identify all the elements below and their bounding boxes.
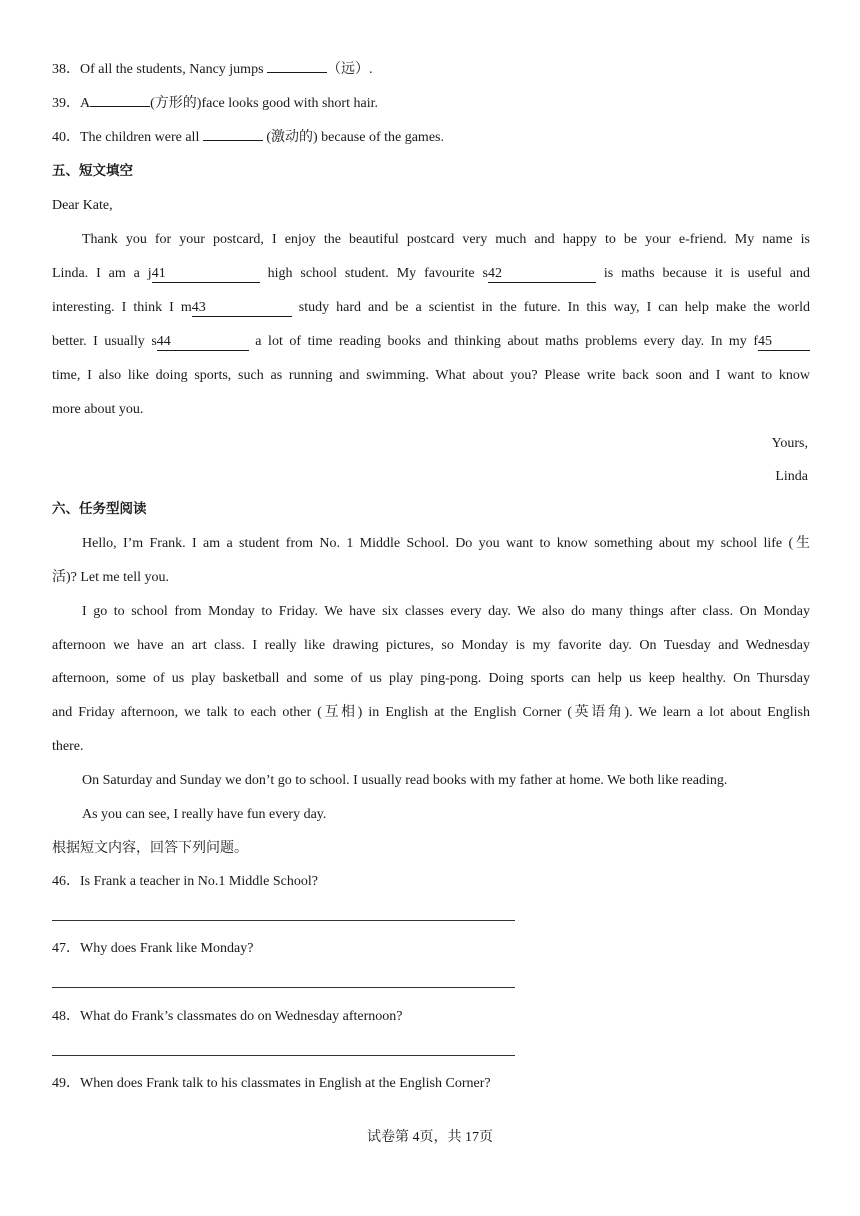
question-number: 48． xyxy=(52,1009,80,1024)
letter-line xyxy=(52,332,810,352)
letter-text: is maths because it is useful and xyxy=(595,266,811,281)
question-hint: (方形的)face looks good with short hair. xyxy=(150,96,378,111)
question-49 xyxy=(52,1074,810,1094)
letter-text: interesting. I think I m xyxy=(52,300,192,315)
blank-41[interactable]: 41 xyxy=(152,266,260,283)
question-number: 40． xyxy=(52,130,80,145)
letter-line xyxy=(52,298,810,318)
letter-text: better. I usually s xyxy=(52,334,157,349)
answer-line[interactable] xyxy=(52,987,515,988)
question-48 xyxy=(52,1007,810,1027)
letter-text: high school student. My favourite s xyxy=(259,266,488,281)
blank-42[interactable]: 42 xyxy=(488,266,596,283)
question-hint: (激动的) because of the games. xyxy=(262,130,444,145)
passage-line: afternoon we have an art class. I really like drawing pictures, so Monday is my favorite day. On Tuesday and Wednesday xyxy=(52,638,810,653)
question-number: 49． xyxy=(52,1076,80,1091)
passage-line: afternoon, some of us play basketball and some of us play ping-pong. Doing sports can help us keep healthy. On Thursday xyxy=(52,671,810,686)
blank-45[interactable]: 45 xyxy=(758,334,810,351)
question-text: A xyxy=(80,96,91,111)
answer-line[interactable] xyxy=(52,1055,515,1056)
passage-line: and Friday afternoon, we talk to each other (互相) in English at the English Corner (英语角). We learn a lot about English xyxy=(52,705,810,720)
letter-closing: Yours, xyxy=(771,436,808,451)
letter-text: a lot of time reading books and thinking about maths problems every day. In my f xyxy=(248,334,758,349)
passage-line: there. xyxy=(52,739,84,754)
letter-text: Linda. I am a j xyxy=(52,266,152,281)
question-text: Of all the students, Nancy jumps xyxy=(80,62,268,77)
question-47 xyxy=(52,939,810,959)
question-40 xyxy=(52,128,810,148)
instruction: 根据短文内容，回答下列问题。 xyxy=(52,841,248,856)
question-number: 46． xyxy=(52,874,80,889)
blank-43[interactable]: 43 xyxy=(192,300,292,317)
letter-greeting: Dear Kate, xyxy=(52,198,113,213)
question-text: When does Frank talk to his classmates in English at the English Corner? xyxy=(80,1076,491,1091)
question-39 xyxy=(52,94,810,114)
passage-line: 活)? Let me tell you. xyxy=(52,570,170,585)
letter-line xyxy=(52,264,810,284)
passage-line: On Saturday and Sunday we don’t go to school. I usually read books with my father at home. We both like reading. xyxy=(82,773,728,788)
letter-text: study hard and be a scientist in the future. In this way, I can help make the world xyxy=(291,300,810,315)
passage-line: Hello, I’m Frank. I am a student from No. 1 Middle School. Do you want to know something about my school life (生 xyxy=(82,536,810,551)
section-title: 五、短文填空 xyxy=(52,163,133,179)
letter-line: more about you. xyxy=(52,402,144,417)
question-number: 47． xyxy=(52,941,80,956)
question-hint: （远）. xyxy=(327,62,373,77)
question-38 xyxy=(52,60,810,80)
question-number: 38． xyxy=(52,62,80,77)
letter-signature: Linda xyxy=(775,469,808,484)
question-text: Is Frank a teacher in No.1 Middle School? xyxy=(80,874,318,889)
blank-44[interactable]: 44 xyxy=(157,334,249,351)
letter-line: time, I also like doing sports, such as running and swimming. What about you? Please write back soon and I want to know xyxy=(52,368,810,383)
question-number: 39． xyxy=(52,96,80,111)
answer-blank[interactable] xyxy=(203,140,263,141)
question-text: Why does Frank like Monday? xyxy=(80,941,254,956)
section-title: 六、任务型阅读 xyxy=(52,501,147,517)
question-46 xyxy=(52,872,810,892)
passage-line: As you can see, I really have fun every day. xyxy=(82,807,327,822)
page-footer: 试卷第 4页，共 17页 xyxy=(367,1130,493,1145)
letter-line: Thank you for your postcard, I enjoy the beautiful postcard very much and happy to be your e-friend. My name is xyxy=(82,232,810,247)
answer-blank[interactable] xyxy=(90,106,150,107)
answer-line[interactable] xyxy=(52,920,515,921)
passage-line: I go to school from Monday to Friday. We have six classes every day. We also do many things after class. On Monday xyxy=(82,604,810,619)
question-text: The children were all xyxy=(80,130,203,145)
question-text: What do Frank’s classmates do on Wednesday afternoon? xyxy=(80,1009,403,1024)
answer-blank[interactable] xyxy=(267,72,327,73)
